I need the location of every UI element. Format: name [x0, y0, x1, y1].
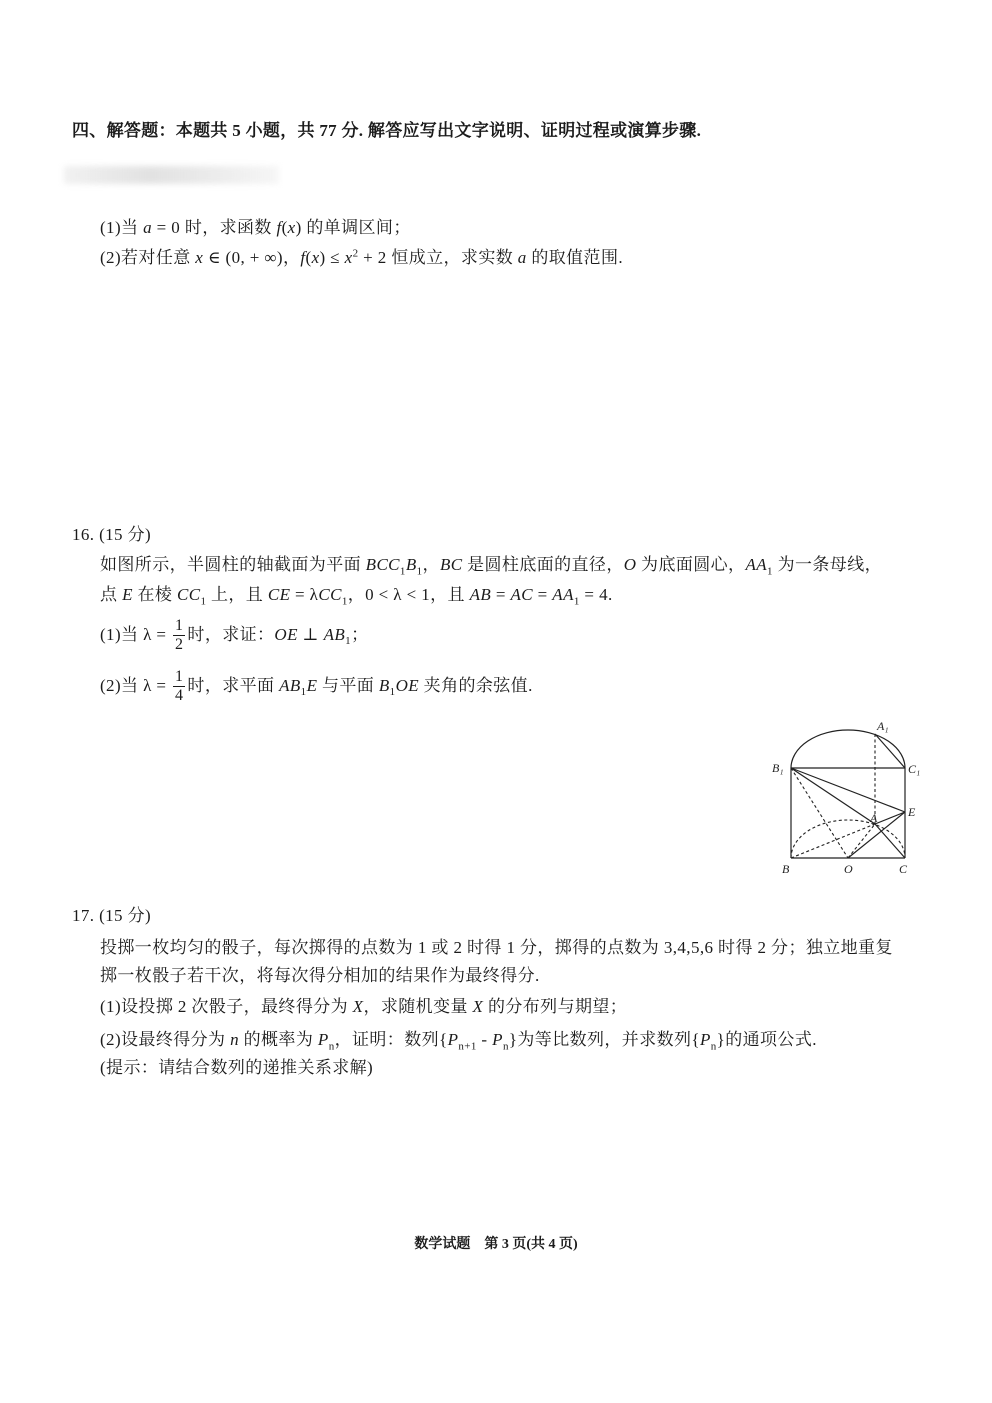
text-run: ，求随机变量 [363, 997, 473, 1016]
label-c: C [899, 862, 908, 876]
q17-part-1 [100, 996, 627, 1018]
math-variable: x [344, 248, 353, 267]
text-run: (2)当 λ = [100, 675, 172, 695]
text-run: 时，求证： [187, 624, 275, 644]
segment-b-a [791, 824, 875, 858]
math-variable: P [492, 1030, 503, 1049]
label-b1: B₁ [772, 761, 784, 775]
math-variable: BC [439, 555, 463, 574]
subscript: n [710, 1040, 717, 1053]
text-run: ， [422, 555, 440, 574]
math-variable: AA [745, 555, 768, 574]
text-run: 为一条母线， [772, 555, 883, 574]
fraction-numerator: 1 [173, 617, 185, 636]
subscript: 1 [300, 686, 307, 699]
q16-stem-line-1 [100, 554, 882, 576]
math-variable: AB [469, 585, 492, 604]
q17-stem-line-1 [100, 937, 893, 959]
label-b: B [782, 862, 790, 876]
q15-part-2 [100, 247, 623, 269]
text-run: (2)设最终得分为 [100, 1030, 231, 1049]
subscript: 1 [389, 686, 396, 699]
text-run: = 0 时，求函数 [151, 218, 277, 237]
subscript: n [328, 1040, 335, 1053]
text-run: = 4. [579, 585, 613, 604]
fraction-denominator: 2 [175, 636, 184, 654]
text-run: 与平面 [317, 675, 379, 695]
q16-part-2 [100, 668, 533, 706]
math-variable: X [352, 997, 364, 1016]
subscript: 1 [573, 595, 580, 608]
superscript: 2 [352, 247, 359, 260]
text-run: ⊥ [297, 624, 324, 644]
text-run: 的分布列与期望； [483, 997, 628, 1016]
math-variable: CC [176, 585, 201, 604]
math-variable: BCC [365, 555, 400, 574]
text-run: (1)设投掷 2 次骰子，最终得分为 [100, 997, 353, 1016]
segment-o-a [848, 824, 875, 858]
section-heading: 四、解答题：本题共 5 小题，共 77 分. 解答应写出文字说明、证明过程或演算步骤. [72, 121, 702, 140]
text-run: 点 [100, 585, 123, 604]
q17-part-2 [100, 1029, 817, 1051]
text-run: }为等比数列，并求数列{ [508, 1030, 700, 1049]
math-variable: f [300, 248, 306, 267]
text-run: ( [281, 218, 288, 237]
text-run: 上，且 [206, 585, 268, 604]
subscript: 1 [200, 595, 207, 608]
q15-part-1 [100, 217, 411, 239]
subscript: 1 [416, 565, 423, 578]
segment-a-e [875, 812, 905, 824]
math-variable: x [195, 248, 204, 267]
text-run: ，0 < λ < 1，且 [347, 585, 470, 604]
q17-number: 17. (15 分) [72, 906, 152, 925]
text-run: 的取值范围. [526, 248, 624, 267]
text-run: - [476, 1030, 493, 1049]
text-run: = [533, 585, 553, 604]
text-run: 夹角的余弦值. [419, 675, 533, 695]
label-o: O [844, 862, 853, 876]
semicylinder-figure [770, 712, 920, 882]
q17-stem-line-2 [100, 965, 540, 987]
text-run: (1)当 λ = [100, 624, 172, 644]
text-run: 是圆柱底面的直径， [462, 555, 624, 574]
math-variable: P [317, 1030, 329, 1049]
subscript: 1 [399, 565, 406, 578]
math-variable: O [623, 555, 637, 574]
text-run: 为底面圆心， [636, 555, 746, 574]
math-variable: x [311, 248, 320, 267]
faded-text-band [64, 166, 279, 184]
subscript: 1 [767, 565, 773, 578]
text-run: 如图所示，半圆柱的轴截面为平面 [100, 555, 366, 574]
text-run: 的概率为 [238, 1030, 318, 1049]
math-variable: OE [274, 624, 298, 644]
label-c1: C₁ [908, 762, 920, 776]
label-e: E [908, 805, 916, 819]
text-run: ( [305, 248, 312, 267]
text-run: + 2 恒成立，求实数 [358, 248, 518, 267]
text-run: (2)若对任意 [100, 248, 196, 267]
math-variable: P [699, 1030, 711, 1049]
fraction-denominator: 4 [175, 687, 184, 705]
math-variable: AC [510, 585, 533, 604]
label-a: A [870, 811, 878, 825]
text-run: ) ≤ [319, 248, 345, 267]
math-variable: a [143, 218, 152, 237]
text-run: 掷一枚骰子若干次，将每次得分相加的结果作为最终得分. [100, 966, 540, 985]
subscript: 1 [345, 635, 352, 648]
math-variable: a [517, 248, 527, 267]
math-variable: P [447, 1030, 459, 1049]
page-footer: 数学试题 第 3 页(共 4 页) [414, 1237, 578, 1252]
fraction-numerator: 1 [173, 668, 185, 687]
math-variable: AB [323, 624, 346, 644]
q16-number: 16. (15 分) [72, 525, 152, 544]
math-variable: n [230, 1030, 239, 1049]
q16-part-1 [100, 617, 368, 655]
math-variable: AA [552, 585, 574, 604]
fraction [173, 668, 185, 706]
text-run: = λ [290, 585, 319, 604]
math-variable: OE [395, 675, 420, 695]
segment-a1-c1 [875, 734, 905, 768]
math-variable: f [276, 218, 282, 237]
fraction [173, 617, 185, 655]
text-run: ； [351, 624, 369, 644]
text-run: }的通项公式. [716, 1030, 817, 1049]
subscript: n+1 [458, 1040, 477, 1053]
label-a1: A₁ [877, 719, 889, 733]
math-variable: E [122, 585, 133, 604]
text-run: ) 的单调区间； [295, 218, 411, 237]
text-run: 投掷一枚均匀的骰子，每次掷得的点数为 1 或 2 时得 1 分，掷得的点数为 3,4,5,6 时得 2 分；独立地重复 [100, 938, 893, 957]
text-run: 时，求平面 [187, 675, 280, 695]
subscript: n [502, 1040, 509, 1053]
math-variable: B [378, 675, 390, 695]
text-run: ，证明：数列{ [334, 1030, 448, 1049]
text-run: (1)当 [100, 218, 144, 237]
subscript: 1 [341, 595, 348, 608]
text-run: 在棱 [132, 585, 177, 604]
text-run: ∈ (0, + ∞)， [203, 248, 301, 267]
math-variable: CC [318, 585, 342, 604]
math-variable: x [287, 218, 296, 237]
math-variable: E [306, 675, 318, 695]
segment-a-c [875, 824, 905, 858]
math-variable: B [405, 555, 417, 574]
text-run: = [491, 585, 511, 604]
math-variable: X [472, 997, 484, 1016]
q17-hint: (提示：请结合数列的递推关系求解) [100, 1058, 374, 1077]
q16-stem-line-2 [100, 584, 613, 606]
segment-b1-o [791, 768, 848, 858]
math-variable: CE [267, 585, 291, 604]
math-variable: AB [279, 675, 301, 695]
